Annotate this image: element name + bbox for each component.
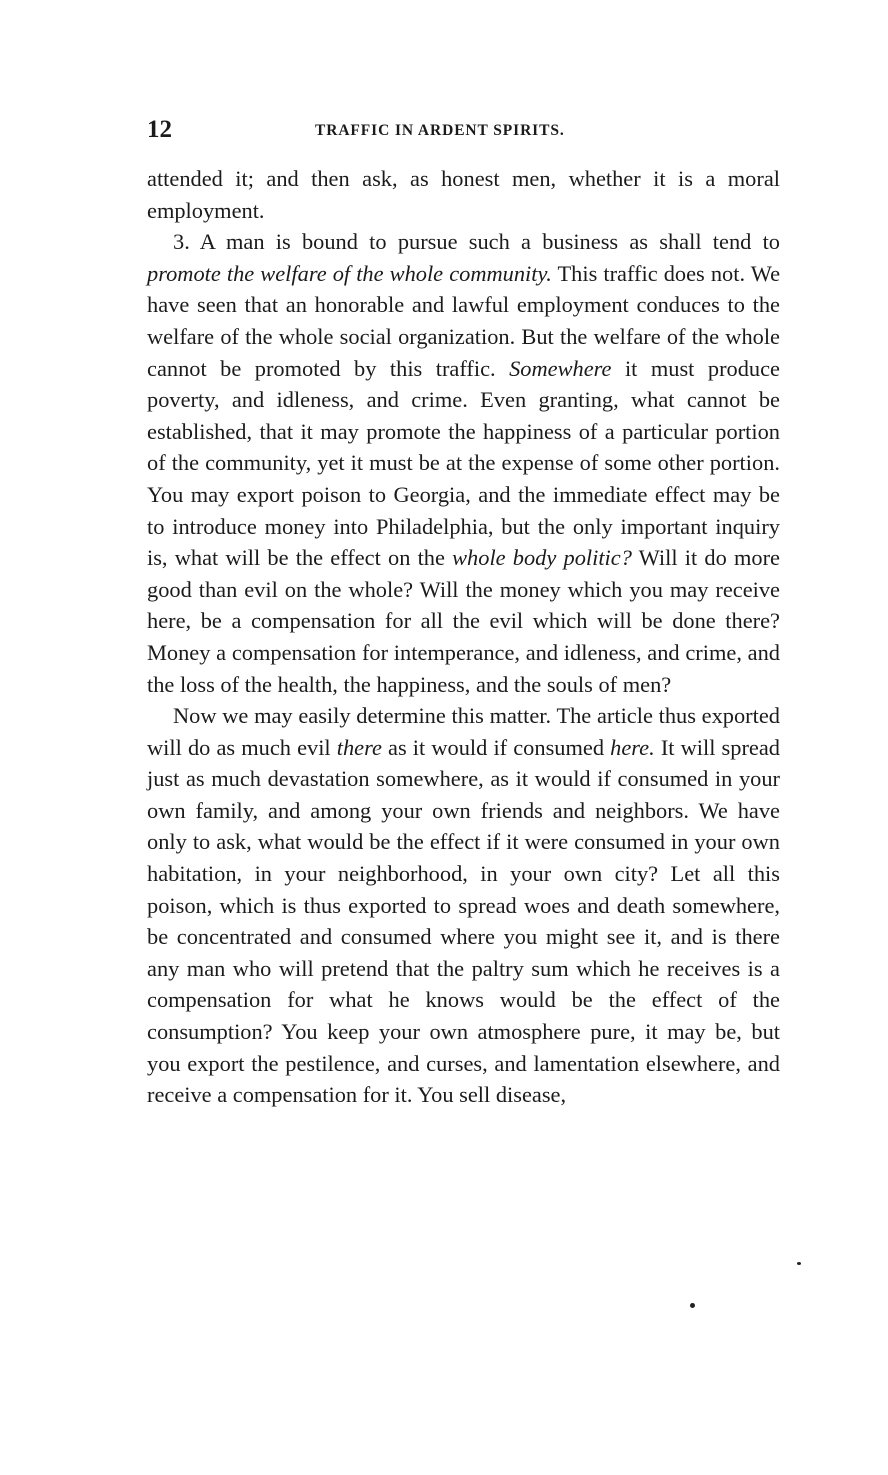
print-speck [797, 1262, 801, 1265]
running-head [147, 116, 780, 146]
paragraph-text: it must produce poverty, and idleness, and crime. Even granting, what cannot be established, that it may promote the happiness of a particular portion of the community, yet it must be at the expense of some other portion. You may export poison to Georgia, and the immediate effect may be to introduce money into Philadelphia, but the only important inquiry is, what will be the effect on the [147, 355, 780, 571]
paragraph-text: 3. A man is bound to pursue such a business as shall tend to [173, 229, 780, 255]
paragraph-text: Will it do more good than evil on the whole? Will the money which you may receive here, be a compensation for all the evil which will be done there? Money a compensation for intemperance, and idleness, and crime, and the loss of the health, the happiness, and the souls of men? [147, 545, 780, 697]
italic-phrase: Somewhere [509, 355, 612, 381]
paragraph-continued [147, 163, 780, 226]
print-speck [690, 1303, 695, 1308]
italic-phrase: whole body politic? [452, 545, 632, 571]
page-number: 12 [147, 116, 172, 143]
paragraph-text: This traffic does not. We have seen that an honorable and lawful employment conduces to the welfare of the whole social organization. But the welfare of the whole cannot be promoted by this traffic. [147, 260, 781, 381]
italic-phrase: there [336, 734, 382, 760]
paragraph-text: Now we may easily determine this matter. The article thus exported will do as much evil [147, 703, 780, 760]
body-text [147, 163, 780, 1111]
running-title: TRAFFIC IN ARDENT SPIRITS. [315, 122, 565, 139]
paragraph-welfare [147, 226, 780, 700]
italic-phrase: promote the welfare of the whole community. [147, 260, 552, 286]
paragraph-text: attended it; and then ask, as honest men, whether it is a moral employment. [147, 166, 780, 223]
paragraph-text: It will spread just as much devastation somewhere, as it would if consumed in your own family, and among your own friends and neighbors. We have only to ask, what would be the effect if it were consumed in your own habitation, in your neighborhood, in your own city? Let all this poison, which is thus exported to spread woes and death somewhere, be concentrated and consumed where you might see it, and is there any man who will pretend that the paltry sum which he receives is a compensation for what he knows would be the effect of the consumption? You keep your own atmosphere pure, it may be, but you export the pestilence, and curses, and lamentation elsewhere, and receive a compensation for it. You sell disease, [147, 734, 780, 1108]
italic-phrase: here. [610, 734, 655, 760]
paragraph-export [147, 700, 780, 1111]
paragraph-text: as it would if consumed [381, 734, 611, 760]
